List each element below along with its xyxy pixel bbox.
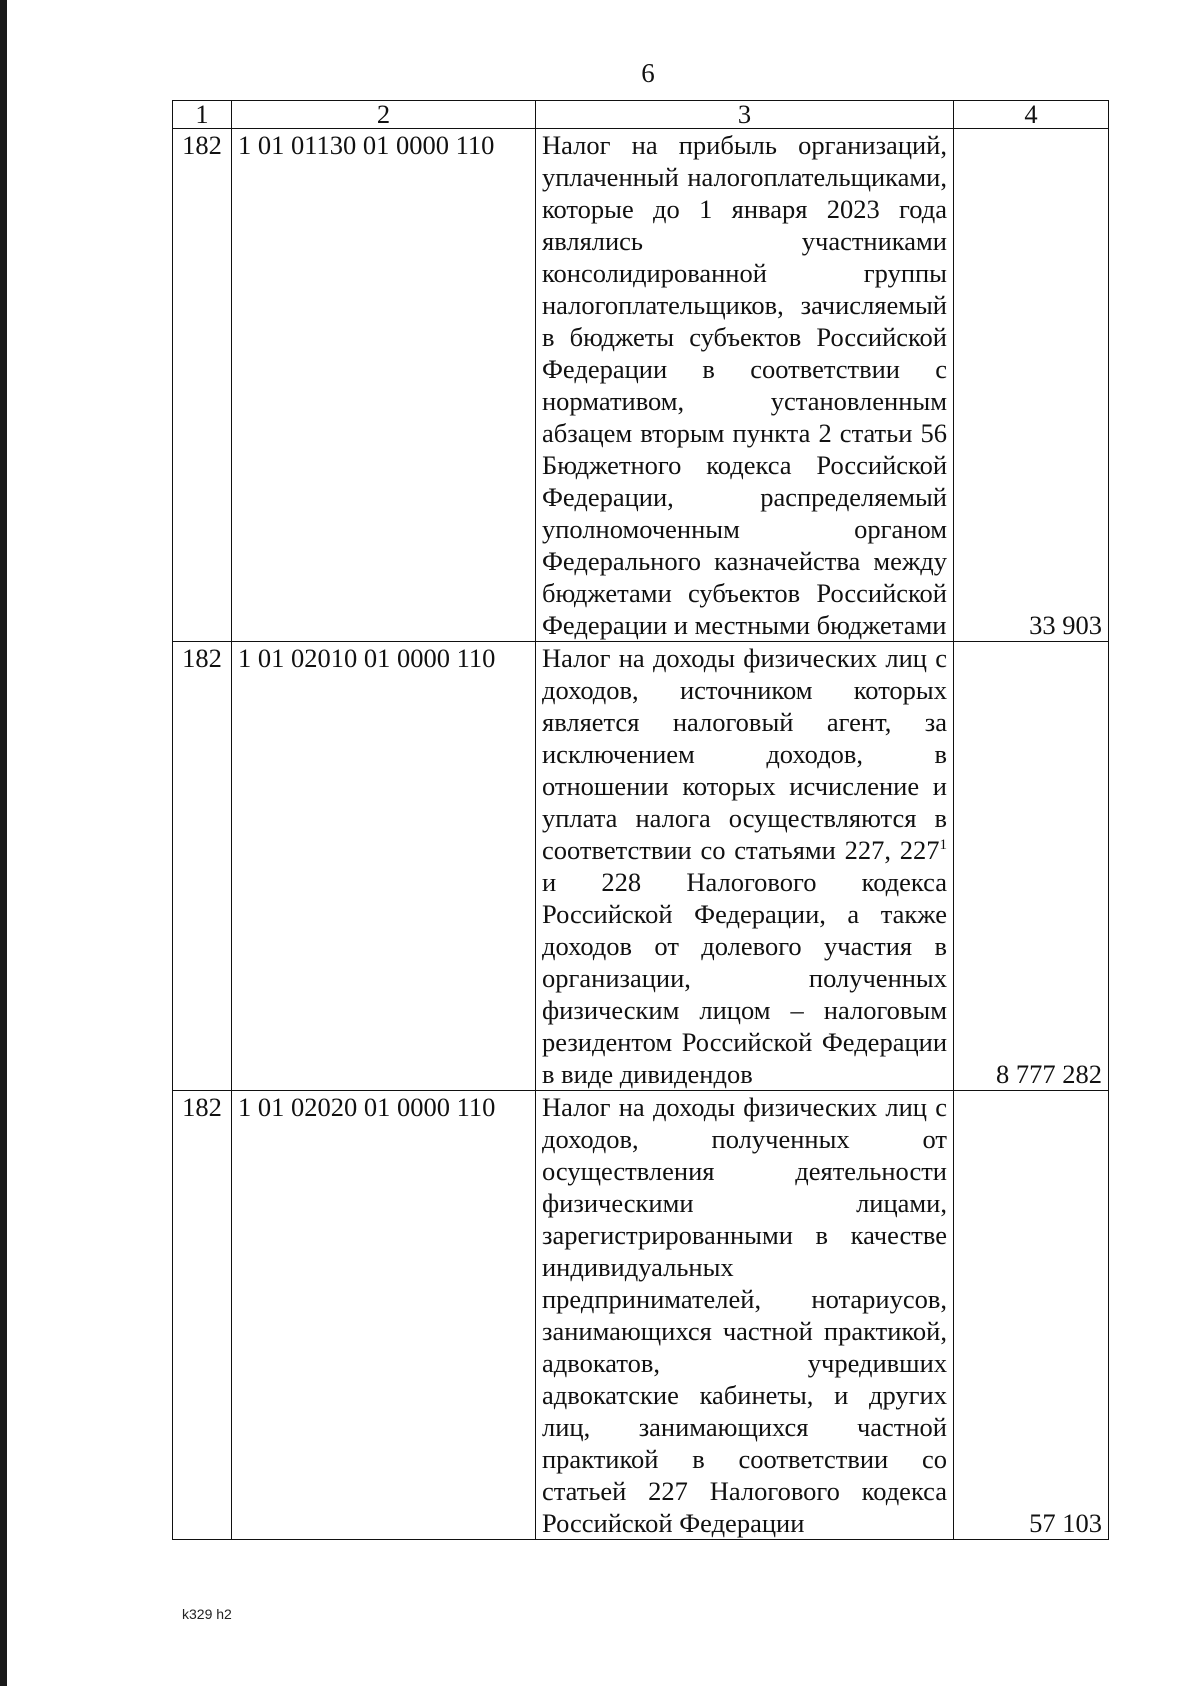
document-footer-code: k329 h2 — [182, 1606, 232, 1622]
description-text: и 228 Налогового кодекса Российской Федерации, а также доходов от долевого участия в организации, полученных физическим лицом – налоговым резидентом Российской Федерации в виде дивидендов — [542, 867, 947, 1089]
table-row — [173, 642, 1109, 1091]
table-row — [173, 129, 1109, 642]
header-col-1: 1 — [173, 101, 232, 129]
revenue-table — [172, 100, 1109, 1540]
revenue-description: Налог на прибыль организаций, уплаченный налогоплательщиками, которые до 1 января 2023 года являлись участниками консолидированной группы налогоплательщиков, зачисляемый в бюджеты субъектов Российской Федерации в соответствии с нормативом, установленным абзацем вторым пункта 2 статьи 56 Бюджетного кодекса Российской Федерации, распределяемый уполномоченным органом Федерального казначейства между бюджетами субъектов Российской Федерации и местными бюджетами — [536, 129, 954, 642]
revenue-description — [536, 642, 954, 1091]
budget-classification-code: 1 01 02010 01 0000 110 — [232, 642, 536, 1091]
revenue-description: Налог на доходы физических лиц с доходов, полученных от осуществления деятельности физическими лицами, зарегистрированными в качестве индивидуальных предпринимателей, нотариусов, занимающихся частной практикой, адвокатов, учредивших адвокатские кабинеты, и других лиц, занимающихся частной практикой в соответствии со статьей 227 Налогового кодекса Российской Федерации — [536, 1091, 954, 1540]
table-row — [173, 1091, 1109, 1540]
header-col-4: 4 — [954, 101, 1109, 129]
page-number: 6 — [641, 58, 655, 88]
admin-code: 182 — [173, 129, 232, 642]
superscript: 1 — [939, 837, 947, 854]
scan-edge — [0, 0, 7, 1686]
header-col-2: 2 — [232, 101, 536, 129]
amount: 33 903 — [954, 129, 1109, 642]
header-col-3: 3 — [536, 101, 954, 129]
amount: 8 777 282 — [954, 642, 1109, 1091]
table-header-row — [173, 101, 1109, 129]
admin-code: 182 — [173, 1091, 232, 1540]
admin-code: 182 — [173, 642, 232, 1091]
description-text: Налог на доходы физических лиц с доходов, источником которых является налоговый агент, за исключением доходов, в отношении которых исчисление и уплата налога осуществляются в соответствии со статьями 227, 227 — [542, 643, 947, 865]
amount: 57 103 — [954, 1091, 1109, 1540]
budget-classification-code: 1 01 02020 01 0000 110 — [232, 1091, 536, 1540]
budget-classification-code: 1 01 01130 01 0000 110 — [232, 129, 536, 642]
